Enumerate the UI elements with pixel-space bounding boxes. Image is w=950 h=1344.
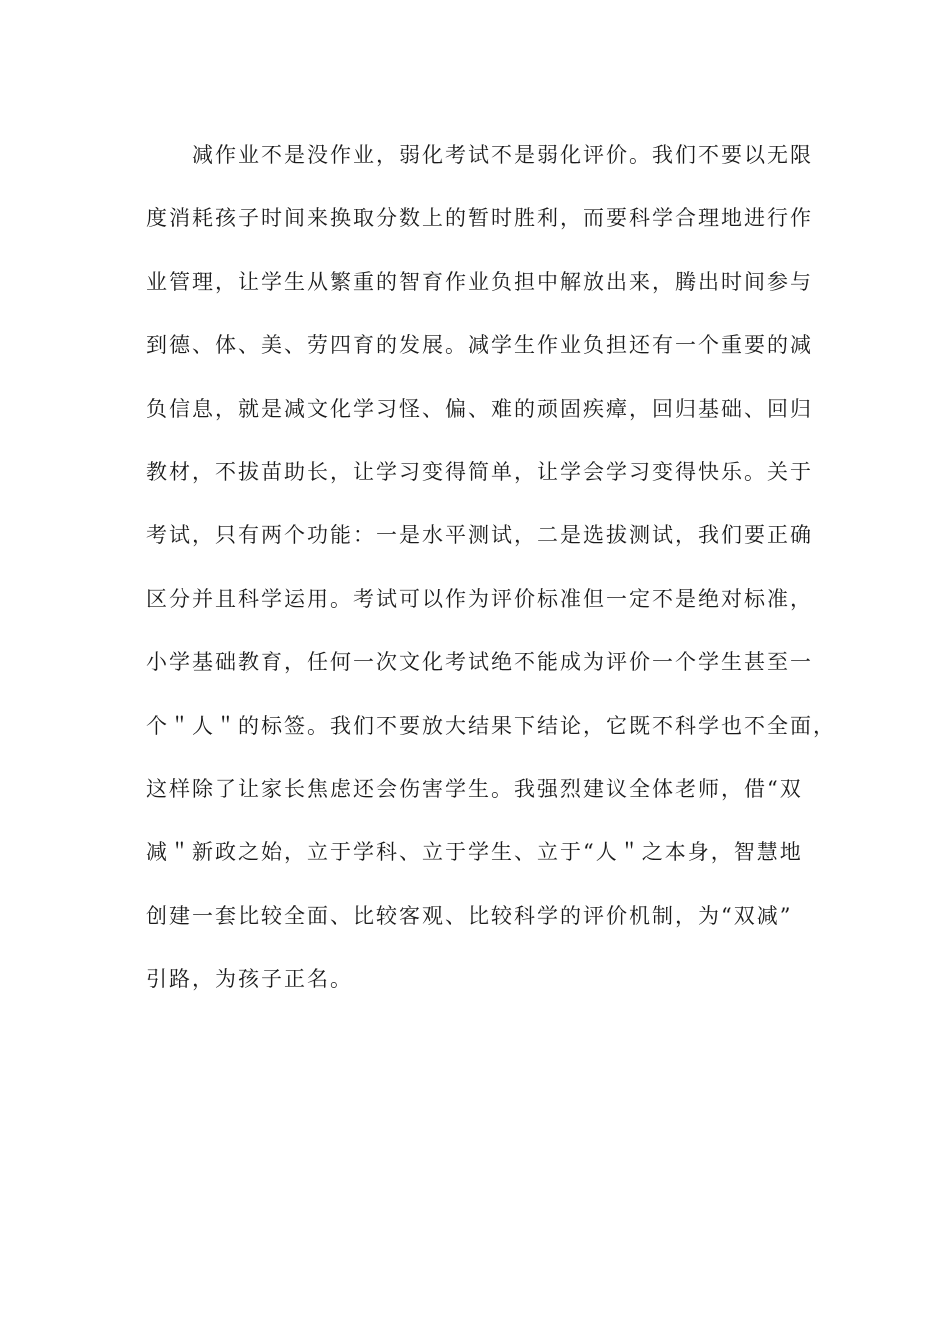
body-paragraph	[146, 128, 836, 1015]
paragraph-line: 考试，只有两个功能：一是水平测试，二是选拔测试，我们要正确	[146, 523, 813, 548]
paragraph-line: 度消耗孩子时间来换取分数上的暂时胜利，而要科学合理地进行作	[146, 206, 813, 231]
paragraph-line: 创建一套比较全面、比较客观、比较科学的评价机制，为“双减”	[146, 903, 793, 928]
paragraph-line: 这样除了让家长焦虑还会伤害学生。我强烈建议全体老师，借“双	[146, 776, 803, 801]
paragraph-line: 减＂新政之始，立于学科、立于学生、立于“人＂之本身，智慧地	[146, 840, 803, 865]
paragraph-line: 引路，为孩子正名。	[146, 967, 353, 992]
paragraph-line: 到德、体、美、劳四育的发展。减学生作业负担还有一个重要的减	[146, 333, 813, 358]
paragraph-line: 教材，不拔苗助长，让学习变得简单，让学会学习变得快乐。关于	[146, 459, 813, 484]
paragraph-line: 减作业不是没作业，弱化考试不是弱化评价。我们不要以无限	[192, 143, 813, 167]
paragraph-line: 小学基础教育，任何一次文化考试绝不能成为评价一个学生甚至一	[146, 650, 813, 675]
paragraph-line: 负信息，就是减文化学习怪、偏、难的顽固疾瘴，回归基础、回归	[146, 396, 813, 421]
paragraph-line: 区分并且科学运用。考试可以作为评价标准但一定不是绝对标准，	[146, 586, 813, 611]
paragraph-line: 业管理，让学生从繁重的智育作业负担中解放出来，腾出时间参与	[146, 269, 813, 294]
paragraph-line: 个＂人＂的标签。我们不要放大结果下结论，它既不科学也不全面，	[146, 713, 836, 738]
